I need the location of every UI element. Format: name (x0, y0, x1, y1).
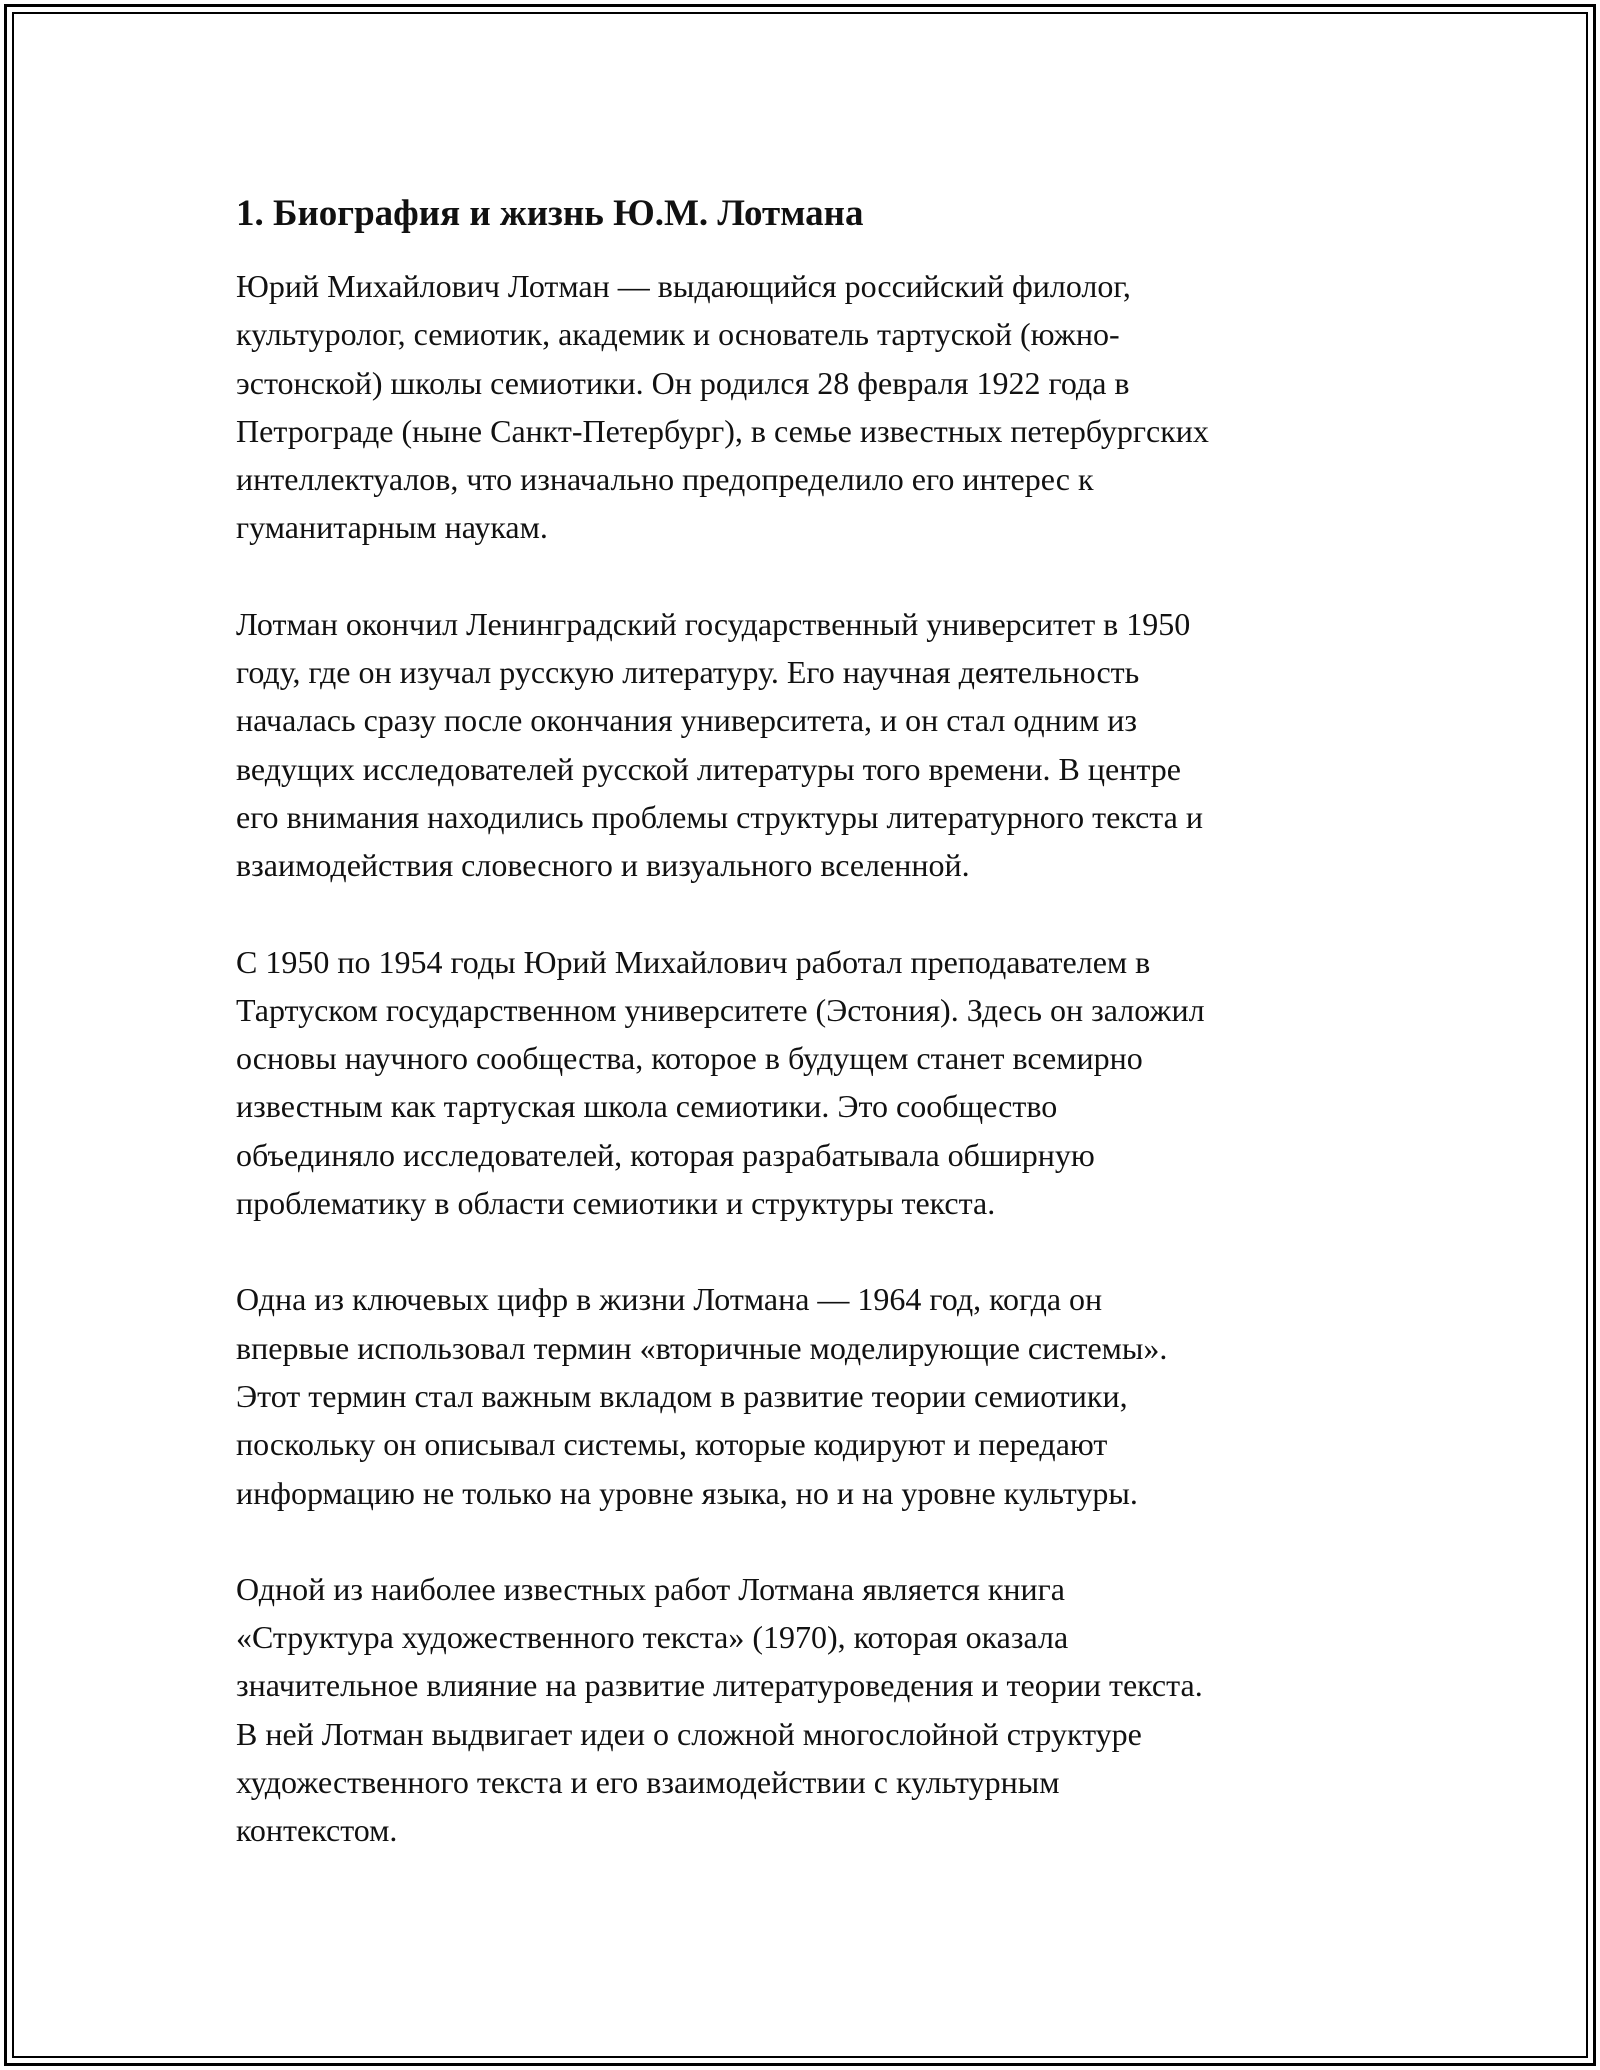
paragraph-tartu (236, 938, 1366, 1228)
text-line: культуролог, семиотик, академик и основатель тартуской (южно- (236, 316, 1120, 353)
document-body (236, 188, 1366, 1903)
text-line: контекстом. (236, 1812, 398, 1849)
text-line: основы научного сообщества, которое в будущем станет всемирно (236, 1040, 1143, 1077)
text-line: С 1950 по 1954 годы Юрий Михайлович работал преподавателем в (236, 943, 1151, 980)
text-line: «Структура художественного текста» (1970), которая оказала (236, 1619, 1069, 1656)
paragraph-birth (236, 262, 1366, 552)
paragraph-1964 (236, 1275, 1366, 1516)
text-line: ведущих исследователей русской литературы того времени. В центре (236, 750, 1181, 787)
text-line: гуманитарным наукам. (236, 509, 548, 546)
text-line: началась сразу после окончания университета, и он стал одним из (236, 702, 1137, 739)
text-line: информацию не только на уровне языка, но и на уровне культуры. (236, 1474, 1138, 1511)
text-line: Этот термин стал важным вкладом в развитие теории семиотики, (236, 1377, 1128, 1414)
text-line: его внимания находились проблемы структуры литературного текста и (236, 798, 1203, 835)
text-line: взаимодействия словесного и визуального вселенной. (236, 847, 970, 884)
section-heading: 1. Биография и жизнь Ю.М. Лотмана (236, 193, 864, 234)
text-line: году, где он изучал русскую литературу. Его научная деятельность (236, 654, 1140, 691)
text-line: В ней Лотман выдвигает идеи о сложной многослойной структуре (236, 1715, 1142, 1752)
text-line: значительное влияние на развитие литературоведения и теории текста. (236, 1667, 1203, 1704)
text-line: впервые использовал термин «вторичные моделирующие системы». (236, 1329, 1168, 1366)
text-line: Юрий Михайлович Лотман — выдающийся российский филолог, (236, 268, 1131, 304)
text-line: интеллектуалов, что изначально предопределило его интерес к (236, 461, 1094, 498)
text-line: эстонской) школы семиотики. Он родился 28 февраля 1922 года в (236, 364, 1130, 401)
paragraph-education (236, 600, 1366, 890)
text-line: Лотман окончил Ленинградский государственный университет в 1950 (236, 605, 1191, 642)
text-line: объединяло исследователей, которая разрабатывала обширную (236, 1136, 1095, 1173)
text-line: Петрограде (ныне Санкт-Петербург), в семье известных петербургских (236, 412, 1209, 449)
text-line: художественного текста и его взаимодействии с культурным (236, 1764, 1060, 1801)
text-line: известным как тартуская школа семиотики. Это сообщество (236, 1088, 1058, 1125)
text-line: Тартуском государственном университете (Эстония). Здесь он заложил (236, 991, 1205, 1028)
text-line: поскольку он описывал системы, которые кодируют и передают (236, 1426, 1108, 1463)
text-line: проблематику в области семиотики и структуры текста. (236, 1185, 996, 1222)
text-line: Одна из ключевых цифр в жизни Лотмана — 1964 год, когда он (236, 1281, 1103, 1318)
paragraph-book (236, 1565, 1366, 1855)
text-line: Одной из наиболее известных работ Лотмана является книга (236, 1570, 1065, 1607)
